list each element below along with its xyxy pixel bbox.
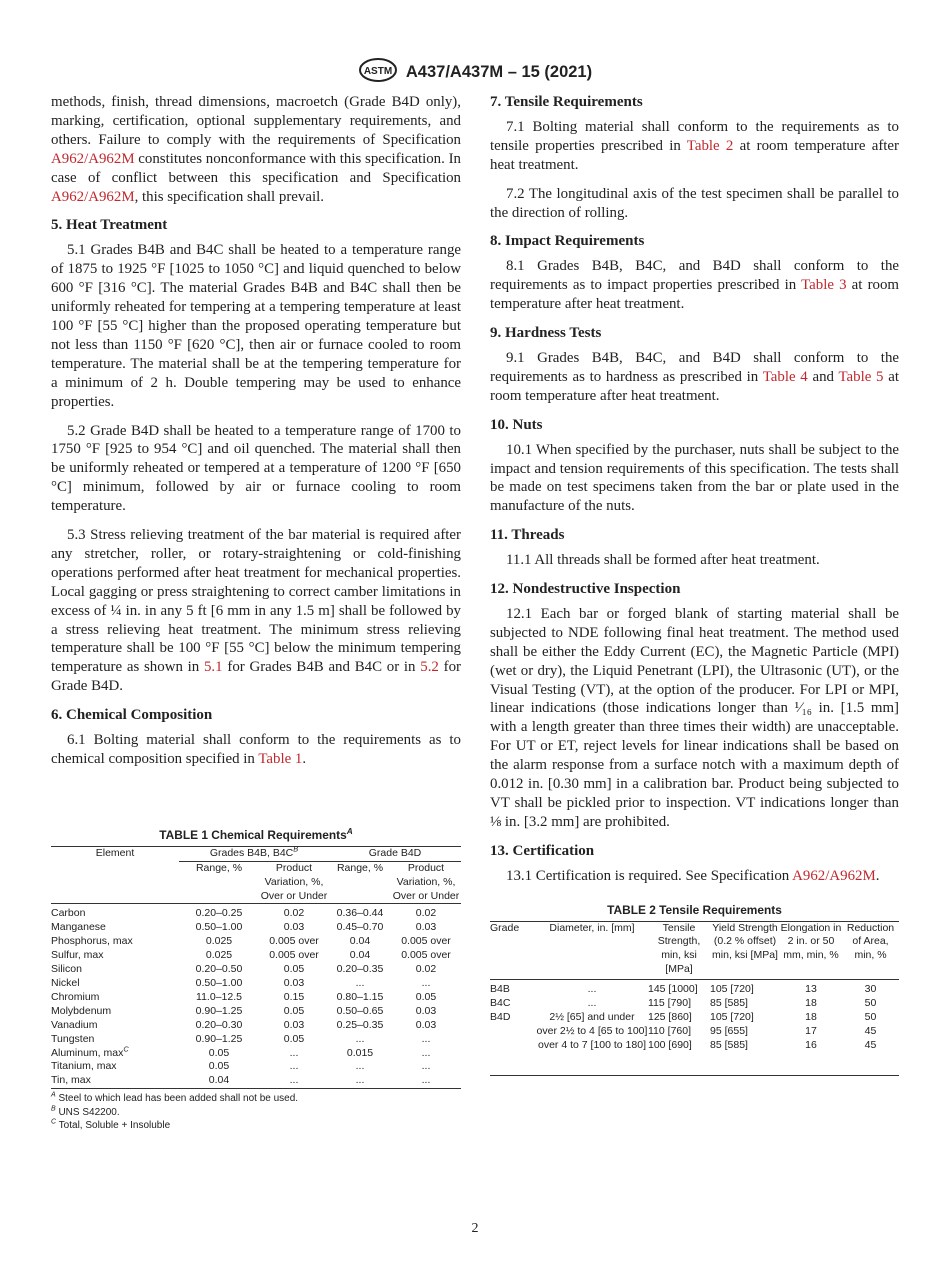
spec-link[interactable]: A962/A962M <box>792 867 876 884</box>
table-cell: 85 [585] <box>710 1038 748 1051</box>
table-cell: 95 [655] <box>710 1024 748 1037</box>
table-cell: Carbon <box>51 907 86 920</box>
table-cell: 145 [1000] <box>648 983 698 996</box>
table-cell: ... <box>421 1060 431 1073</box>
table-footnote: $^B$ UNS S42200. <box>51 1105 120 1118</box>
table-row <box>490 980 899 997</box>
table-cell: ... <box>289 1046 299 1059</box>
table-cell: 0.90–1.25 <box>195 1032 243 1045</box>
table-cell: 100 [690] <box>648 1038 692 1051</box>
table-link-5[interactable]: Table 5 <box>838 368 884 385</box>
table-row <box>51 977 461 991</box>
table-cell: over 4 to 7 [100 to 180] <box>538 1038 646 1051</box>
table-header-cell: Tensile Strength, min, ksi [MPa] <box>657 921 701 976</box>
table-cell: 0.025 <box>205 949 233 962</box>
table-row <box>51 1060 461 1074</box>
table-2-grid <box>490 921 899 1076</box>
table-cell: ... <box>421 1046 431 1059</box>
table-cell: 115 [790] <box>648 997 692 1010</box>
table-row <box>51 949 461 963</box>
table-1-header-range: Range, % <box>336 861 384 874</box>
paragraph-12-1: 12.1 Each bar or forged blank of starting material shall be subjected to NDE following final heat treatment. The method used shall be either the Eddy Current (EC), the Magnetic Particle (MPI) (wet or dry), the Liquid Penetrant (LPI), the Ultrasonic (UT), or the Visual Testing (VT), at the option of the producer. For LPI or MPI, linear indications (those indications longer than ¹⁄₁₆ in. [1.5 mm] with a length greater than three times their width) are unacceptable. For UT or ET, reject levels for linear indications shall be based on the alarm response from a surface notch with a maximum depth of 0.012 in. [0.30 mm] in a calibration bar. Product being subjected to VT shall be pickled prior to inspection. VT indications longer than ⅛ in. [3.2 mm] are prohibited. <box>490 605 899 830</box>
table-cell: ... <box>421 1074 431 1087</box>
table-cell: Silicon <box>51 963 82 976</box>
spec-link[interactable]: A962/A962M <box>51 188 135 205</box>
table-cell: B4D <box>490 1010 511 1023</box>
table-cell: 0.20–0.25 <box>195 907 243 920</box>
section-heading-heat-treatment: 5. Heat Treatment <box>51 217 168 234</box>
section-heading-certification: 13. Certification <box>490 842 595 859</box>
paragraph-5-3: 5.3 Stress relieving treatment of the bar material is required after any stretcher, roller, or rotary-straightening or cold-finishing operations performed after heat treatment for mechanical properties. Local gagging or press straightening to correct camber limitations in excess of ¼ in. in any 5 ft [6 mm in any 1.5 m] shall be followed by a stress relieving heat treatment. The minimum stress relieving temperature shall be 100 °F [55 °C] below the minimum tempering temperature as shown in 5.1 for Grades B4B and B4C or in 5.2 for Grade B4D. <box>51 527 461 695</box>
section-link-5-1[interactable]: 5.1 <box>203 659 223 676</box>
page-number: 2 <box>471 1221 479 1236</box>
table-cell: 0.03 <box>283 976 305 989</box>
paragraph-5-2: 5.2 Grade B4D shall be heated to a temperature range of 1700 to 1750 °F [925 to 954 °C] and oil quenched. The material shall then be uniformly reheated or tempered at a temperature of 1200 °F [650 °C] minimum, followed by air or furnace cooling to room temperature. <box>51 422 461 515</box>
table-row <box>51 935 461 949</box>
table-cell: 105 [720] <box>710 983 754 996</box>
table-cell: 0.04 <box>349 935 371 948</box>
table-cell: 0.20–0.35 <box>336 963 384 976</box>
table-cell: 0.005 over <box>401 949 451 962</box>
table-1-body <box>51 904 461 1089</box>
section-heading-nuts: 10. Nuts <box>490 416 543 433</box>
table-cell: 0.36–0.44 <box>336 907 384 920</box>
table-cell: ... <box>355 976 365 989</box>
table-row <box>51 963 461 977</box>
table-cell: 11.0–12.5 <box>196 990 242 1003</box>
table-cell: ... <box>587 997 597 1010</box>
table-cell: 0.05 <box>208 1060 230 1073</box>
table-cell: 18 <box>805 1010 817 1023</box>
table-cell: 50 <box>864 997 877 1010</box>
right-column <box>490 93 899 1076</box>
section-heading-impact: 8. Impact Requirements <box>490 233 645 250</box>
table-row <box>51 1074 461 1088</box>
table-cell: 0.15 <box>283 990 305 1003</box>
table-2 <box>490 904 899 1076</box>
table-cell: Phosphorus, max <box>51 935 133 948</box>
table-cell: 0.05 <box>283 1032 305 1045</box>
table-row <box>490 1039 899 1075</box>
table-row <box>490 997 899 1011</box>
paragraph-11-1: 11.1 All threads shall be formed after heat treatment. <box>506 552 820 569</box>
table-cell: 45 <box>864 1038 877 1051</box>
table-1-footnotes <box>51 1092 461 1133</box>
table-cell: Tin, max <box>51 1074 91 1087</box>
table-cell: 50 <box>864 1010 877 1023</box>
table-header-cell: Yield Strength (0.2 % offset) min, ksi [MPa] <box>712 921 778 962</box>
table-cell: Titanium, max <box>51 1060 117 1073</box>
section-heading-tensile: 7. Tensile Requirements <box>490 94 643 110</box>
document-title: A437/A437M – 15 (2021) <box>405 63 593 81</box>
table-cell: 105 [720] <box>710 1010 754 1023</box>
table-link-1[interactable]: Table 1 <box>258 751 303 767</box>
table-cell: 0.05 <box>283 963 305 976</box>
table-link-3[interactable]: Table 3 <box>801 277 847 294</box>
table-1-header-group2: Grade B4D <box>329 846 461 861</box>
table-cell: 110 [760] <box>648 1024 692 1037</box>
table-header-cell: Elongation in 2 in. or 50 mm, min, % <box>780 921 842 962</box>
section-heading-threads: 11. Threads <box>490 527 565 544</box>
table-cell: 125 [860] <box>648 1010 692 1023</box>
table-cell: 0.05 <box>208 1046 230 1059</box>
table-cell: ... <box>587 983 597 996</box>
table-cell: 16 <box>805 1038 817 1051</box>
table-cell: ... <box>289 1060 299 1073</box>
table-link-2[interactable]: Table 2 <box>686 137 734 154</box>
paragraph-continued: methods, finish, thread dimensions, macroetch (Grade B4D only), marking, certification, optional supplementary requirements, and others. Failure to comply with the requirements of Specification A962/A962M constitutes nonconformance with this specification. In case of conflict between this specification and Specification A962/A962M, this specification shall prevail. <box>51 94 461 205</box>
table-cell: 0.02 <box>415 907 437 920</box>
table-cell: 0.005 over <box>269 935 319 948</box>
table-footnote: $^A$ Steel to which lead has been added shall not be used. <box>51 1091 299 1105</box>
table-cell: 0.50–1.00 <box>195 921 243 934</box>
table-row <box>490 1025 899 1039</box>
table-cell: 0.90–1.25 <box>195 1004 243 1017</box>
table-1 <box>51 825 461 1133</box>
table-cell: ... <box>421 976 431 989</box>
table-1-header-range: Range, % <box>195 861 243 874</box>
table-2-body <box>490 980 899 1076</box>
table-cell: 0.03 <box>415 921 437 934</box>
table-1-header-group1: Grades B4B, $B4C^B$ <box>179 846 329 861</box>
table-cell: 0.80–1.15 <box>336 990 384 1003</box>
table-cell: 0.45–0.70 <box>336 921 384 934</box>
table-2-title: TABLE 2 Tensile Requirements <box>607 902 782 917</box>
table-footnote: $^C$ Total, Soluble + Insoluble <box>51 1118 171 1132</box>
table-cell: 0.03 <box>415 1018 437 1031</box>
spec-link[interactable]: A962/A962M <box>51 150 135 167</box>
table-row <box>51 1033 461 1047</box>
table-cell: 30 <box>864 983 877 996</box>
table-cell: ... <box>421 1032 431 1045</box>
table-cell: Sulfur, max <box>51 949 104 962</box>
svg-text:ASTM: ASTM <box>363 66 393 77</box>
table-header-cell: Reduction of Area, min, % <box>846 921 895 962</box>
table-cell: 85 [585] <box>710 997 748 1010</box>
table-cell: ... <box>355 1032 365 1045</box>
paragraph-9-1: 9.1 Grades B4B, B4C, and B4D shall conform to the requirements as to hardness as prescribed in Table 4 and Table 5 at room temperature after heat treatment. <box>490 349 899 404</box>
table-cell: 0.04 <box>349 949 371 962</box>
table-cell: 0.20–0.30 <box>195 1018 243 1031</box>
table-row <box>51 1047 461 1061</box>
table-cell: 0.02 <box>415 963 437 976</box>
table-cell: Aluminum, $\max^C$ <box>51 1044 129 1059</box>
paragraph-7-2: 7.2 The longitudinal axis of the test specimen shall be parallel to the direction of rolling. <box>490 185 899 221</box>
table-cell: Tungsten <box>51 1032 95 1045</box>
paragraph-7-1: 7.1 Bolting material shall conform to the requirements as to tensile properties prescribed in Table 2 at room temperature after heat treatment. <box>490 118 899 173</box>
table-cell: ... <box>289 1074 299 1087</box>
table-cell: Molybdenum <box>51 1004 112 1017</box>
paragraph-6-1: 6.1 Bolting material shall conform to the requirements as to chemical composition specified in Table 1. <box>51 732 461 767</box>
table-1-header-product: Product Variation, %, Over or Under <box>260 861 328 902</box>
table-row <box>51 904 461 921</box>
table-cell: 0.03 <box>415 1004 437 1017</box>
table-cell: 0.25–0.35 <box>336 1018 384 1031</box>
table-header-cell: Diameter, in. [mm] <box>549 921 635 934</box>
table-cell: B4C <box>490 997 511 1010</box>
table-cell: Chromium <box>51 990 100 1003</box>
table-row <box>490 1011 899 1025</box>
table-cell: 0.005 over <box>269 949 319 962</box>
paragraph-10-1: 10.1 When specified by the purchaser, nuts shall be subject to the impact and tension requirements of this specification. The tests shall be made on test specimens taken from the bar or plate used in the manufacture of the nuts. <box>490 441 899 515</box>
table-cell: 0.50–1.00 <box>195 976 243 989</box>
table-row <box>51 921 461 935</box>
paragraph-5-1: 5.1 Grades B4B and B4C shall be heated to a temperature range of 1875 to 1925 °F [1025 to 1050 °C] and liquid quenched to below 600 °F [316 °C]. The material Grades B4B and B4C shall then be uniformly reheated for tempering at a tempering temperature at least 100 °F [55 °C] higher than the proposed operating temperature but not less than 1150 °F [620 °C], then air or furnace cooled to room temperature. The material shall be at the tempering temperature for a minimum of 2 h. Double tempering may be used to enhance properties. <box>51 242 461 410</box>
table-cell: B4B <box>490 983 510 996</box>
table-link-4[interactable]: Table 4 <box>762 368 808 385</box>
table-cell: 0.50–0.65 <box>336 1004 384 1017</box>
table-cell: Manganese <box>51 921 106 934</box>
table-cell: 0.04 <box>208 1074 230 1087</box>
section-link-5-2[interactable]: 5.2 <box>420 659 439 676</box>
section-heading-nde: 12. Nondestructive Inspection <box>490 581 681 598</box>
table-row <box>51 1019 461 1033</box>
table-cell: 0.05 <box>283 1004 305 1017</box>
left-column <box>51 93 461 1133</box>
table-1-grid <box>51 846 461 1089</box>
table-cell: ... <box>355 1060 365 1073</box>
table-cell: 0.03 <box>283 1018 305 1031</box>
section-heading-hardness: 9. Hardness Tests <box>490 325 602 342</box>
table-row <box>51 1005 461 1019</box>
table-cell: 18 <box>805 997 817 1010</box>
table-cell: 45 <box>864 1024 877 1037</box>
table-2-header-row <box>490 921 899 980</box>
table-cell: 13 <box>805 983 817 996</box>
table-1-header-product: Product Variation, %, Over or Under <box>392 861 460 902</box>
table-cell: ... <box>355 1074 365 1087</box>
table-1-header-element: Element <box>95 846 135 859</box>
table-cell: 0.05 <box>415 990 437 1003</box>
table-header-cell: Grade <box>490 921 520 934</box>
page-header <box>0 57 950 88</box>
table-cell: 0.025 <box>205 935 233 948</box>
table-cell: 0.03 <box>283 921 305 934</box>
table-cell: 0.005 over <box>401 935 451 948</box>
table-cell: 0.02 <box>283 907 305 920</box>
table-row <box>51 991 461 1005</box>
table-1-title: TABLE 1 Chemical Requirements$^A$ <box>159 825 353 842</box>
section-heading-chemical-composition: 6. Chemical Composition <box>51 707 213 724</box>
paragraph-8-1: 8.1 Grades B4B, B4C, and B4D shall conform to the requirements as to impact properties prescribed in Table 3 at room temperature after heat treatment. <box>490 258 900 313</box>
paragraph-13-1: 13.1 Certification is required. See Specification A962/A962M. <box>506 867 880 884</box>
table-cell: over 2½ to 4 [65 to 100] <box>536 1024 648 1037</box>
table-cell: 2½ [65] and under <box>549 1010 635 1023</box>
table-cell: Vanadium <box>51 1018 98 1031</box>
table-cell: 0.20–0.50 <box>195 963 243 976</box>
table-cell: 17 <box>805 1024 817 1037</box>
table-cell <box>490 1025 536 1039</box>
table-cell: 0.015 <box>346 1046 374 1059</box>
table-cell <box>490 1039 536 1075</box>
astm-logo-icon <box>358 57 398 88</box>
table-cell: Nickel <box>51 976 80 989</box>
